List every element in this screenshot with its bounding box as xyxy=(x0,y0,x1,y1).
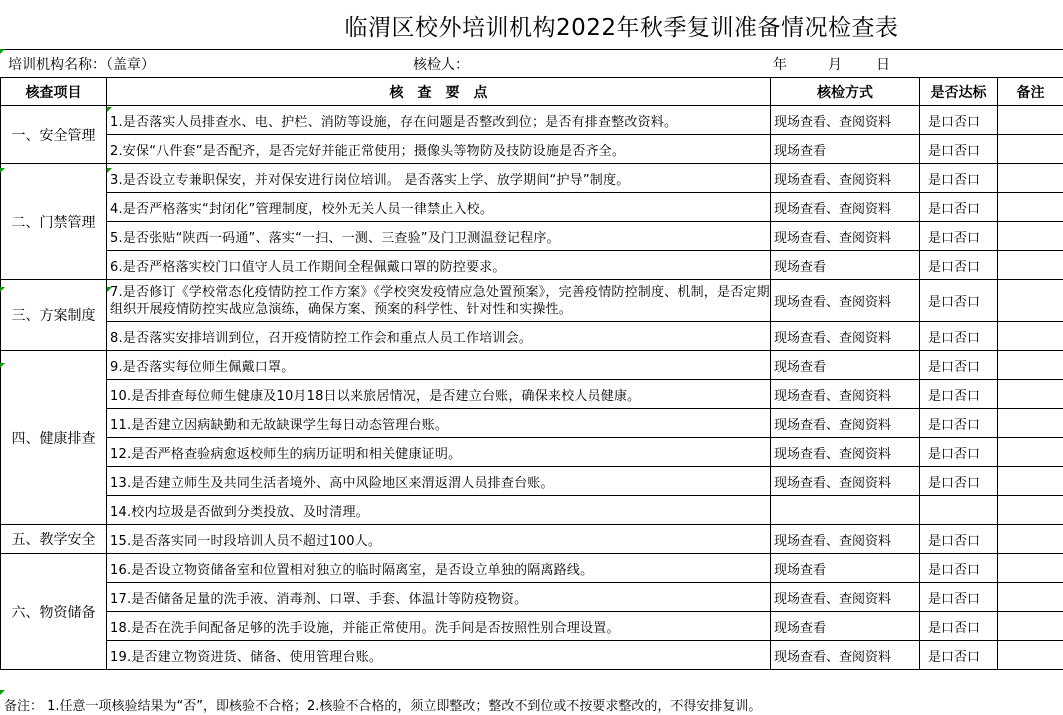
standard-cell[interactable]: 是口否口 xyxy=(920,164,998,193)
check-point-cell: 3.是否设立专兼职保安，并对保安进行岗位培训。 是否落实上学、放学期间“护导”制度。 xyxy=(107,164,771,193)
remark-cell[interactable] xyxy=(998,251,1063,280)
standard-cell[interactable]: 是口否口 xyxy=(920,135,998,164)
header-category: 核查项目 xyxy=(1,78,107,106)
check-point-cell: 4.是否严格落实“封闭化”管理制度，校外无关人员一律禁止入校。 xyxy=(107,193,771,222)
check-point-cell: 11.是否建立因病缺勤和无故缺课学生每日动态管理台账。 xyxy=(107,409,771,438)
table-body xyxy=(1,106,1063,670)
standard-cell[interactable]: 是口否口 xyxy=(920,467,998,496)
check-point-cell: 13.是否建立师生及共同生活者境外、高中风险地区来渭返渭人员排查台账。 xyxy=(107,467,771,496)
method-cell: 现场查看、查阅资料 xyxy=(771,409,920,438)
standard-cell[interactable]: 是口否口 xyxy=(920,525,998,554)
method-cell: 现场查看、查阅资料 xyxy=(771,641,920,670)
method-cell: 现场查看、查阅资料 xyxy=(771,280,920,322)
method-cell: 现场查看、查阅资料 xyxy=(771,380,920,409)
table-row xyxy=(1,322,1063,351)
check-point-cell: 9.是否落实每位师生佩戴口罩。 xyxy=(107,351,771,380)
check-point-cell: 1.是否落实人员排查水、电、护栏、消防等设施，存在问题是否整改到位；是否有排查整改资料。 xyxy=(107,106,771,135)
inspection-table xyxy=(0,77,1063,670)
method-cell: 现场查看、查阅资料 xyxy=(771,467,920,496)
inspector-label: 核检人： xyxy=(413,57,469,73)
standard-cell[interactable]: 是口否口 xyxy=(920,193,998,222)
day-label: 日 xyxy=(876,57,890,73)
cell-marker-icon xyxy=(0,49,5,54)
remark-cell[interactable] xyxy=(998,641,1063,670)
page-title: 临渭区校外培训机构2022年秋季复训准备情况检查表 xyxy=(344,15,899,41)
table-row xyxy=(1,251,1063,280)
remark-cell[interactable] xyxy=(998,409,1063,438)
standard-cell[interactable]: 是口否口 xyxy=(920,222,998,251)
method-cell: 现场查看、查阅资料 xyxy=(771,438,920,467)
standard-cell[interactable]: 是口否口 xyxy=(920,322,998,351)
remark-cell[interactable] xyxy=(998,164,1063,193)
method-cell: 现场查看 xyxy=(771,135,920,164)
cell-marker-icon xyxy=(0,363,5,368)
standard-cell[interactable]: 是口否口 xyxy=(920,612,998,641)
standard-cell[interactable]: 是口否口 xyxy=(920,280,998,322)
category-cell: 五、教学安全 xyxy=(1,525,107,554)
category-cell: 四、健康排查 xyxy=(1,351,107,525)
category-cell: 六、物资储备 xyxy=(1,554,107,670)
footnote: 备注： 1.任意一项核验结果为“否”，即核验不合格；2.核验不合格的，须立即整改；整改不到位或不按要求整改的，不得安排复训。 xyxy=(4,699,762,714)
header-method: 核检方式 xyxy=(771,78,920,106)
table-row xyxy=(1,525,1063,554)
method-cell: 现场查看、查阅资料 xyxy=(771,222,920,251)
standard-cell[interactable]: 是口否口 xyxy=(920,554,998,583)
table-row xyxy=(1,351,1063,380)
table-row xyxy=(1,641,1063,670)
form-meta-row xyxy=(0,49,1063,78)
check-point-cell: 17.是否储备足量的洗手液、消毒剂、口罩、手套、体温计等防疫物资。 xyxy=(107,583,771,612)
cell-marker-icon xyxy=(0,287,5,292)
table-row xyxy=(1,496,1063,525)
check-point-cell: 15.是否落实同一时段培训人员不超过100人。 xyxy=(107,525,771,554)
method-cell: 现场查看 xyxy=(771,351,920,380)
standard-cell[interactable]: 是口否口 xyxy=(920,438,998,467)
remark-cell[interactable] xyxy=(998,496,1063,525)
remark-cell[interactable] xyxy=(998,438,1063,467)
remark-cell[interactable] xyxy=(998,351,1063,380)
standard-cell[interactable]: 是口否口 xyxy=(920,409,998,438)
month-label: 月 xyxy=(828,57,842,73)
standard-cell[interactable]: 是口否口 xyxy=(920,380,998,409)
check-point-cell: 16.是否设立物资储备室和位置相对独立的临时隔离室，是否设立单独的隔离路线。 xyxy=(107,554,771,583)
category-cell: 三、方案制度 xyxy=(1,280,107,351)
standard-cell[interactable] xyxy=(920,496,998,525)
table-row xyxy=(1,135,1063,164)
remark-cell[interactable] xyxy=(998,612,1063,641)
table-row xyxy=(1,554,1063,583)
cell-marker-icon xyxy=(0,168,5,173)
org-name-label: 培训机构名称：（盖章） xyxy=(8,57,155,73)
table-row xyxy=(1,409,1063,438)
table-row xyxy=(1,380,1063,409)
header-points: 核 查 要 点 xyxy=(107,78,771,106)
method-cell: 现场查看 xyxy=(771,251,920,280)
check-point-cell: 5.是否张贴“陕西一码通”、落实“一扫、一测、三查验”及门卫测温登记程序。 xyxy=(107,222,771,251)
method-cell xyxy=(771,496,920,525)
check-point-cell: 12.是否严格查验病愈返校师生的病历证明和相关健康证明。 xyxy=(107,438,771,467)
method-cell: 现场查看、查阅资料 xyxy=(771,164,920,193)
remark-cell[interactable] xyxy=(998,193,1063,222)
remark-cell[interactable] xyxy=(998,280,1063,322)
standard-cell[interactable]: 是口否口 xyxy=(920,351,998,380)
standard-cell[interactable]: 是口否口 xyxy=(920,583,998,612)
check-point-cell: 14.校内垃圾是否做到分类投放、及时清理。 xyxy=(107,496,771,525)
remark-cell[interactable] xyxy=(998,583,1063,612)
method-cell: 现场查看、查阅资料 xyxy=(771,525,920,554)
standard-cell[interactable]: 是口否口 xyxy=(920,251,998,280)
check-point-cell: 8.是否落实安排培训到位，召开疫情防控工作会和重点人员工作培训会。 xyxy=(107,322,771,351)
check-point-cell: 10.是否排查每位师生健康及10月18日以来旅居情况，是否建立台账，确保来校人员健康。 xyxy=(107,380,771,409)
method-cell: 现场查看、查阅资料 xyxy=(771,106,920,135)
category-cell: 二、门禁管理 xyxy=(1,164,107,280)
category-cell: 一、安全管理 xyxy=(1,106,107,164)
table-row xyxy=(1,612,1063,641)
table-row xyxy=(1,280,1063,322)
check-point-cell: 18.是否在洗手间配备足够的洗手设施，并能正常使用。洗手间是否按照性别合理设置。 xyxy=(107,612,771,641)
method-cell: 现场查看 xyxy=(771,612,920,641)
method-cell: 现场查看、查阅资料 xyxy=(771,322,920,351)
method-cell: 现场查看、查阅资料 xyxy=(771,583,920,612)
check-point-cell: 2.安保“八件套”是否配齐，是否完好并能正常使用；摄像头等物防及技防设施是否齐全。 xyxy=(107,135,771,164)
table-row xyxy=(1,438,1063,467)
cell-marker-icon xyxy=(107,168,112,173)
check-point-cell: 6.是否严格落实校门口值守人员工作期间全程佩戴口罩的防控要求。 xyxy=(107,251,771,280)
header-remark: 备注 xyxy=(998,78,1063,106)
table-row xyxy=(1,164,1063,193)
table-row xyxy=(1,583,1063,612)
remark-cell[interactable] xyxy=(998,322,1063,351)
table-row xyxy=(1,193,1063,222)
year-label: 年 xyxy=(773,57,787,73)
remark-cell[interactable] xyxy=(998,106,1063,135)
header-standard: 是否达标 xyxy=(920,78,998,106)
remark-cell[interactable] xyxy=(998,135,1063,164)
cell-marker-icon xyxy=(107,287,112,292)
standard-cell[interactable]: 是口否口 xyxy=(920,106,998,135)
check-point-cell: 19.是否建立物资进货、储备、使用管理台账。 xyxy=(107,641,771,670)
remark-cell[interactable] xyxy=(998,525,1063,554)
remark-cell[interactable] xyxy=(998,467,1063,496)
remark-cell[interactable] xyxy=(998,222,1063,251)
method-cell: 现场查看、查阅资料 xyxy=(771,193,920,222)
cell-marker-icon xyxy=(0,690,5,695)
cell-marker-icon xyxy=(107,107,112,112)
table-row xyxy=(1,106,1063,135)
remark-cell[interactable] xyxy=(998,380,1063,409)
method-cell: 现场查看 xyxy=(771,554,920,583)
remark-cell[interactable] xyxy=(998,554,1063,583)
table-row xyxy=(1,222,1063,251)
table-row xyxy=(1,467,1063,496)
standard-cell[interactable]: 是口否口 xyxy=(920,641,998,670)
check-point-cell: 7.是否修订《学校常态化疫情防控工作方案》《学校突发疫情应急处置预案》，完善疫情防控制度、机制，是否定期组织开展疫情防控实战应急演练，确保方案、预案的科学性、针对性和实操性。 xyxy=(107,280,771,322)
